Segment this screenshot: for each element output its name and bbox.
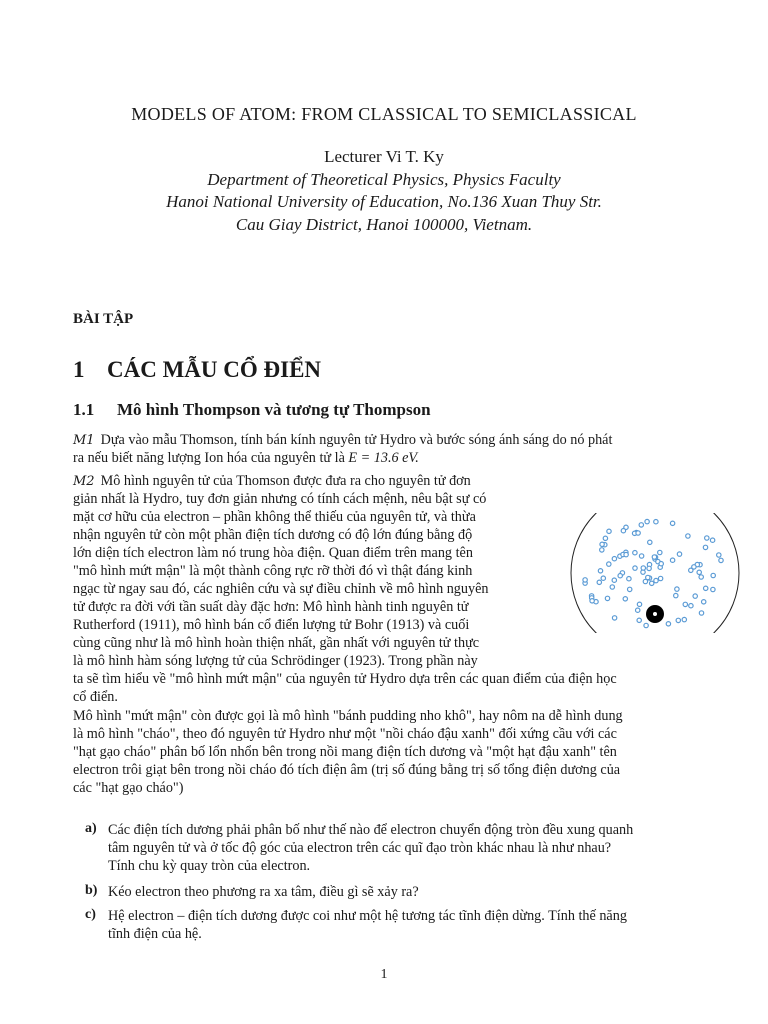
positive-charge-dot xyxy=(659,562,663,566)
m2-line-15: là mô hình "cháo", theo đó nguyên tử Hydro như một "nồi cháo đậu xanh" đối xứng cầu với các xyxy=(73,726,617,742)
positive-charge-dot xyxy=(689,604,693,608)
positive-charge-dot xyxy=(636,531,640,535)
positive-charge-dot xyxy=(647,566,651,570)
m2-line-9: Rutherford (1911), mô hình bán cổ điển lượng tử Bohr (1913) và cuối xyxy=(73,617,470,633)
paper-title: MODELS OF ATOM: FROM CLASSICAL TO SEMICLASSICAL xyxy=(131,104,637,124)
positive-charge-dot xyxy=(650,581,654,585)
positive-charge-dot xyxy=(703,545,707,549)
positive-charge-dot xyxy=(641,566,645,570)
m1-line-1 xyxy=(73,431,612,450)
affiliation-line-2: Hanoi National University of Education, No.136 Xuan Thuy Str. xyxy=(166,192,602,211)
item-a-label: a) xyxy=(85,821,97,836)
positive-charge-dot xyxy=(583,578,587,582)
positive-charge-dot xyxy=(607,529,611,533)
m2-line-5: lớn diện tích electron làm nó trung hòa điện. Quan điểm trên mang tên xyxy=(73,545,473,561)
exercise-heading: BÀI TẬP xyxy=(73,311,134,327)
positive-charge-dot xyxy=(666,622,670,626)
positive-charge-dot xyxy=(598,569,602,573)
author-line: Lecturer Vi T. Ky xyxy=(324,147,444,166)
positive-charge-dot xyxy=(607,562,611,566)
positive-charge-dot xyxy=(637,602,641,606)
m2-line-4: nhận nguyên tử còn một phần điện tích dương có độ lớn đúng bằng độ xyxy=(73,527,473,543)
item-c-label: c) xyxy=(85,907,96,922)
positive-charge-dot xyxy=(704,586,708,590)
item-a-line-1: Các điện tích dương phải phân bố như thế nào để electron chuyển động tròn đều xung quanh xyxy=(108,822,634,838)
m2-text-1: Mô hình nguyên tử của Thomson được đưa ra cho nguyên tử đơn xyxy=(100,473,471,489)
subsection-heading xyxy=(73,400,431,420)
item-a-line-2: tâm nguyên tử và ở tốc độ góc của electron trên các quĩ đạo tròn khác nhau là như nhau? xyxy=(108,840,612,856)
positive-charge-dot xyxy=(658,576,662,580)
section-heading xyxy=(73,357,321,383)
positive-charge-dot xyxy=(633,551,637,555)
positive-charge-dot xyxy=(639,523,643,527)
positive-charge-dot xyxy=(654,520,658,524)
subsection-title: Mô hình Thompson và tương tự Thompson xyxy=(117,400,431,419)
positive-charge-dot xyxy=(705,536,709,540)
m2-tag: M2 xyxy=(73,474,95,489)
positive-charge-dot xyxy=(590,599,594,603)
m2-line-7: ngạc từ ngay sau đó, các nghiên cứu và sự điều chỉnh về mô hình nguyên xyxy=(73,581,489,597)
positive-charge-dot xyxy=(676,618,680,622)
section-title: CÁC MẪU CỔ ĐIỂN xyxy=(107,357,322,382)
ionization-energy: E = 13.6 eV. xyxy=(348,450,419,466)
positive-charge-dot xyxy=(683,602,687,606)
m2-line-18: các "hạt gạo cháo") xyxy=(73,780,184,796)
item-c-line-1: Hệ electron – điện tích dương được coi như một hệ tương tác tĩnh điện dừng. Tính thế năng xyxy=(108,908,627,924)
positive-charge-dot xyxy=(686,534,690,538)
positive-charge-dot xyxy=(621,529,625,533)
m2-line-6: "mô hình mứt mận" là một thành công rực rỡ thời đó vì thật đáng kinh xyxy=(73,563,473,579)
positive-charge-dot xyxy=(637,618,641,622)
m2-line-11: là mô hình hàm sóng lượng tử của Schrödinger (1923). Trong phần này xyxy=(73,653,478,669)
m2-line-1 xyxy=(73,472,471,491)
positive-charge-dot xyxy=(675,587,679,591)
positive-charge-dot xyxy=(652,555,656,559)
m2-line-10: cùng cũng như là mô hình hoàn thiện nhất, gần nhất với nguyên tử thực xyxy=(73,635,480,651)
positive-charge-dot xyxy=(603,536,607,540)
positive-charge-dot xyxy=(648,540,652,544)
item-a-line-3: Tính chu kỳ quay tròn của electron. xyxy=(108,858,311,874)
positive-charge-dot xyxy=(601,576,605,580)
m1-text-2: ra nếu biết năng lượng Ion hóa của nguyên tử là xyxy=(73,450,349,466)
positive-charge-dot xyxy=(658,550,662,554)
m2-line-14: Mô hình "mứt mận" còn được gọi là mô hình "bánh pudding nho khô", hay nôm na dễ hình dung xyxy=(73,708,623,724)
item-b-label: b) xyxy=(85,883,98,898)
positive-charge-dot xyxy=(623,597,627,601)
m2-line-2: giản nhất là Hydro, tuy đơn giản nhưng có tính cách mệnh, nêu bật sự có xyxy=(73,491,487,507)
positive-charge-dot xyxy=(711,573,715,577)
affiliation-line-3: Cau Giay District, Hanoi 100000, Vietnam. xyxy=(235,215,533,234)
positive-charge-dot xyxy=(636,608,640,612)
item-c-line-2: tĩnh điện của hệ. xyxy=(108,926,202,942)
positive-charge-dot xyxy=(612,616,616,620)
positive-charge-dot xyxy=(600,548,604,552)
positive-charge-dot xyxy=(699,611,703,615)
m2-line-13: cổ điển. xyxy=(73,689,118,705)
positive-charge-dot xyxy=(624,552,628,556)
positive-charge-dot xyxy=(711,587,715,591)
m2-line-3: mặt cơ hữu của electron – phần không thể thiếu của nguyên tử, và thừa xyxy=(73,509,476,525)
positive-charge-dot xyxy=(645,519,649,523)
positive-charge-dot xyxy=(670,521,674,525)
positive-charge-dot xyxy=(654,578,658,582)
positive-charge-dot xyxy=(639,554,643,558)
m2-line-8: tử được ra đời với tần suất dày đặc hơn: Mô hình hành tinh nguyên tử xyxy=(73,599,469,615)
section-number: 1 xyxy=(73,357,85,382)
page-number: 1 xyxy=(380,967,388,982)
m2-line-17: electron trôi giạt bên trong nồi cháo đó tích điện âm (trị số đúng bằng trị số tổng điện dương của xyxy=(73,762,621,778)
positive-charge-dot xyxy=(717,553,721,557)
positive-charge-dot xyxy=(633,566,637,570)
electron-highlight xyxy=(653,612,657,616)
positive-charge-dot xyxy=(644,623,648,627)
positive-charge-dot xyxy=(710,538,714,542)
positive-charge-dot xyxy=(627,577,631,581)
positive-charge-dot xyxy=(693,594,697,598)
subsection-number: 1.1 xyxy=(73,400,95,419)
positive-charge-dot xyxy=(597,580,601,584)
positive-charge-dot xyxy=(643,579,647,583)
m2-line-16: "hạt gạo cháo" phân bố lổn nhổn bên trong nồi mang điện tích dương và "một hạt đậu xanh" tên xyxy=(73,744,617,760)
positive-charge-dot xyxy=(600,542,604,546)
positive-charge-dot xyxy=(719,558,723,562)
affiliation-line-1: Department of Theoretical Physics, Physics Faculty xyxy=(207,170,561,189)
positive-charge-dot xyxy=(610,585,614,589)
positive-charge-dot xyxy=(702,600,706,604)
positive-charge-dot xyxy=(618,574,622,578)
positive-charge-dot xyxy=(674,593,678,597)
item-b-line-1: Kéo electron theo phương ra xa tâm, điều gì sẽ xảy ra? xyxy=(108,884,419,900)
m1-tag: M1 xyxy=(73,433,95,448)
positive-charge-dot xyxy=(612,557,616,561)
positive-charge-dot xyxy=(697,570,701,574)
positive-charge-dot xyxy=(670,558,674,562)
positive-charge-dot xyxy=(699,575,703,579)
m1-line-2 xyxy=(73,449,419,467)
positive-charge-dot xyxy=(692,565,696,569)
plum-pudding-atom-figure xyxy=(570,513,740,633)
positive-charge-dot xyxy=(677,552,681,556)
positive-charge-dot xyxy=(605,596,609,600)
positive-charge-dot xyxy=(682,617,686,621)
m1-text-1: Dựa vào mẫu Thomson, tính bán kính nguyên tử Hydro và bước sóng ánh sáng do nó phát xyxy=(100,432,613,448)
m2-line-12: ta sẽ tìm hiểu về "mô hình mứt mận" của nguyên tử Hydro dựa trên các quan điểm của điện học xyxy=(73,671,617,687)
positive-charge-dot xyxy=(612,578,616,582)
positive-charge-dot xyxy=(628,587,632,591)
